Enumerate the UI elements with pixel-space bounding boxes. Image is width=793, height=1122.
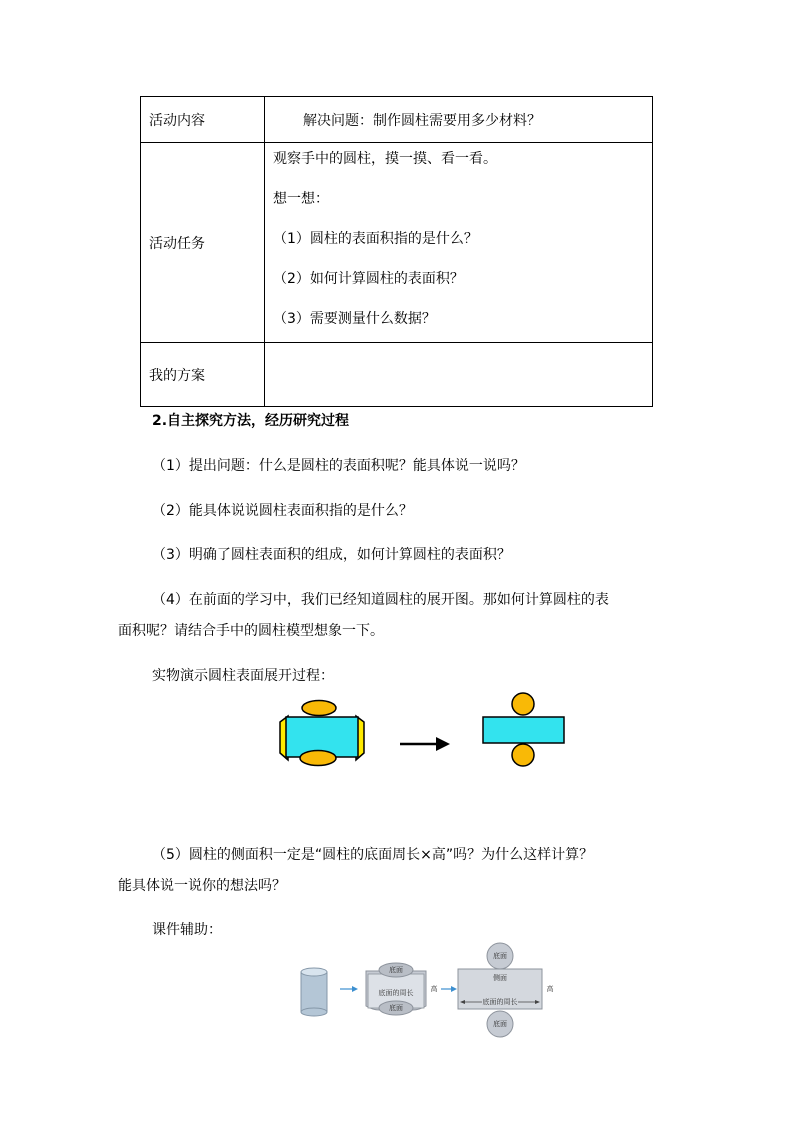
arrow-head-icon — [436, 737, 450, 751]
net-rectangle — [483, 717, 564, 743]
net-top-circle — [512, 693, 534, 715]
row-label: 我的方案 — [141, 343, 265, 407]
question: （1）提出问题：什么是圆柱的表面积呢？能具体说一说吗？ — [152, 458, 525, 474]
net-height-label: 高 — [546, 985, 554, 993]
row-content: 解决问题：制作圆柱需要用多少材料？ — [265, 97, 653, 143]
row-content — [265, 343, 653, 407]
net-bottom-circle — [512, 744, 534, 766]
task-line: （1）圆柱的表面积指的是什么？ — [273, 231, 478, 247]
arrow-head-icon — [352, 986, 358, 992]
question: （4）在前面的学习中，我们已经知道圆柱的展开图。那如何计算圆柱的表 — [152, 592, 609, 608]
side-label: 侧面 — [493, 974, 507, 982]
net-bottom-label: 底面 — [493, 1020, 507, 1028]
question: （3）明确了圆柱表面积的组成，如何计算圆柱的表面积？ — [152, 547, 511, 563]
row-label: 活动任务 — [141, 143, 265, 343]
net-length-label: 底面的周长 — [482, 998, 518, 1006]
circumference-label: 底面的周长 — [378, 989, 414, 997]
bottom-base-label: 底面 — [389, 1004, 403, 1012]
section-title: 2.自主探究方法，经历研究过程 — [152, 413, 350, 429]
table-row — [141, 343, 653, 407]
arrow-head-icon — [451, 986, 457, 992]
cylinder-bottom — [301, 1008, 327, 1016]
cylinder-unfold-illustration — [270, 690, 580, 772]
task-line: （3）需要测量什么数据？ — [273, 311, 436, 327]
row-content — [265, 143, 653, 343]
top-base-label: 底面 — [389, 966, 403, 974]
top-base-disc — [302, 701, 336, 716]
courseware-label: 课件辅助： — [152, 922, 222, 938]
bottom-base-disc — [300, 751, 336, 766]
table-row — [141, 97, 653, 143]
demo-label: 实物演示圆柱表面展开过程： — [152, 668, 334, 684]
height-label: 高 — [430, 985, 438, 993]
table-row — [141, 143, 653, 343]
question: （2）能具体说说圆柱表面积指的是什么？ — [152, 503, 413, 519]
task-line: 观察手中的圆柱，摸一摸、看一看。 — [273, 151, 497, 167]
cylinder-body — [301, 972, 327, 1012]
row-label: 活动内容 — [141, 97, 265, 143]
net-top-label: 底面 — [493, 952, 507, 960]
task-line: （2）如何计算圆柱的表面积？ — [273, 271, 464, 287]
task-line: 想一想： — [273, 191, 329, 207]
question: （5）圆柱的侧面积一定是“圆柱的底面周长×高”吗？为什么这样计算？ — [152, 847, 594, 863]
cylinder-top — [301, 968, 327, 976]
question: 面积呢？请结合手中的圆柱模型想象一下。 — [118, 623, 384, 639]
question: 能具体说一说你的想法吗？ — [118, 878, 286, 894]
courseware-diagram — [296, 940, 558, 1040]
activity-table — [140, 96, 653, 407]
